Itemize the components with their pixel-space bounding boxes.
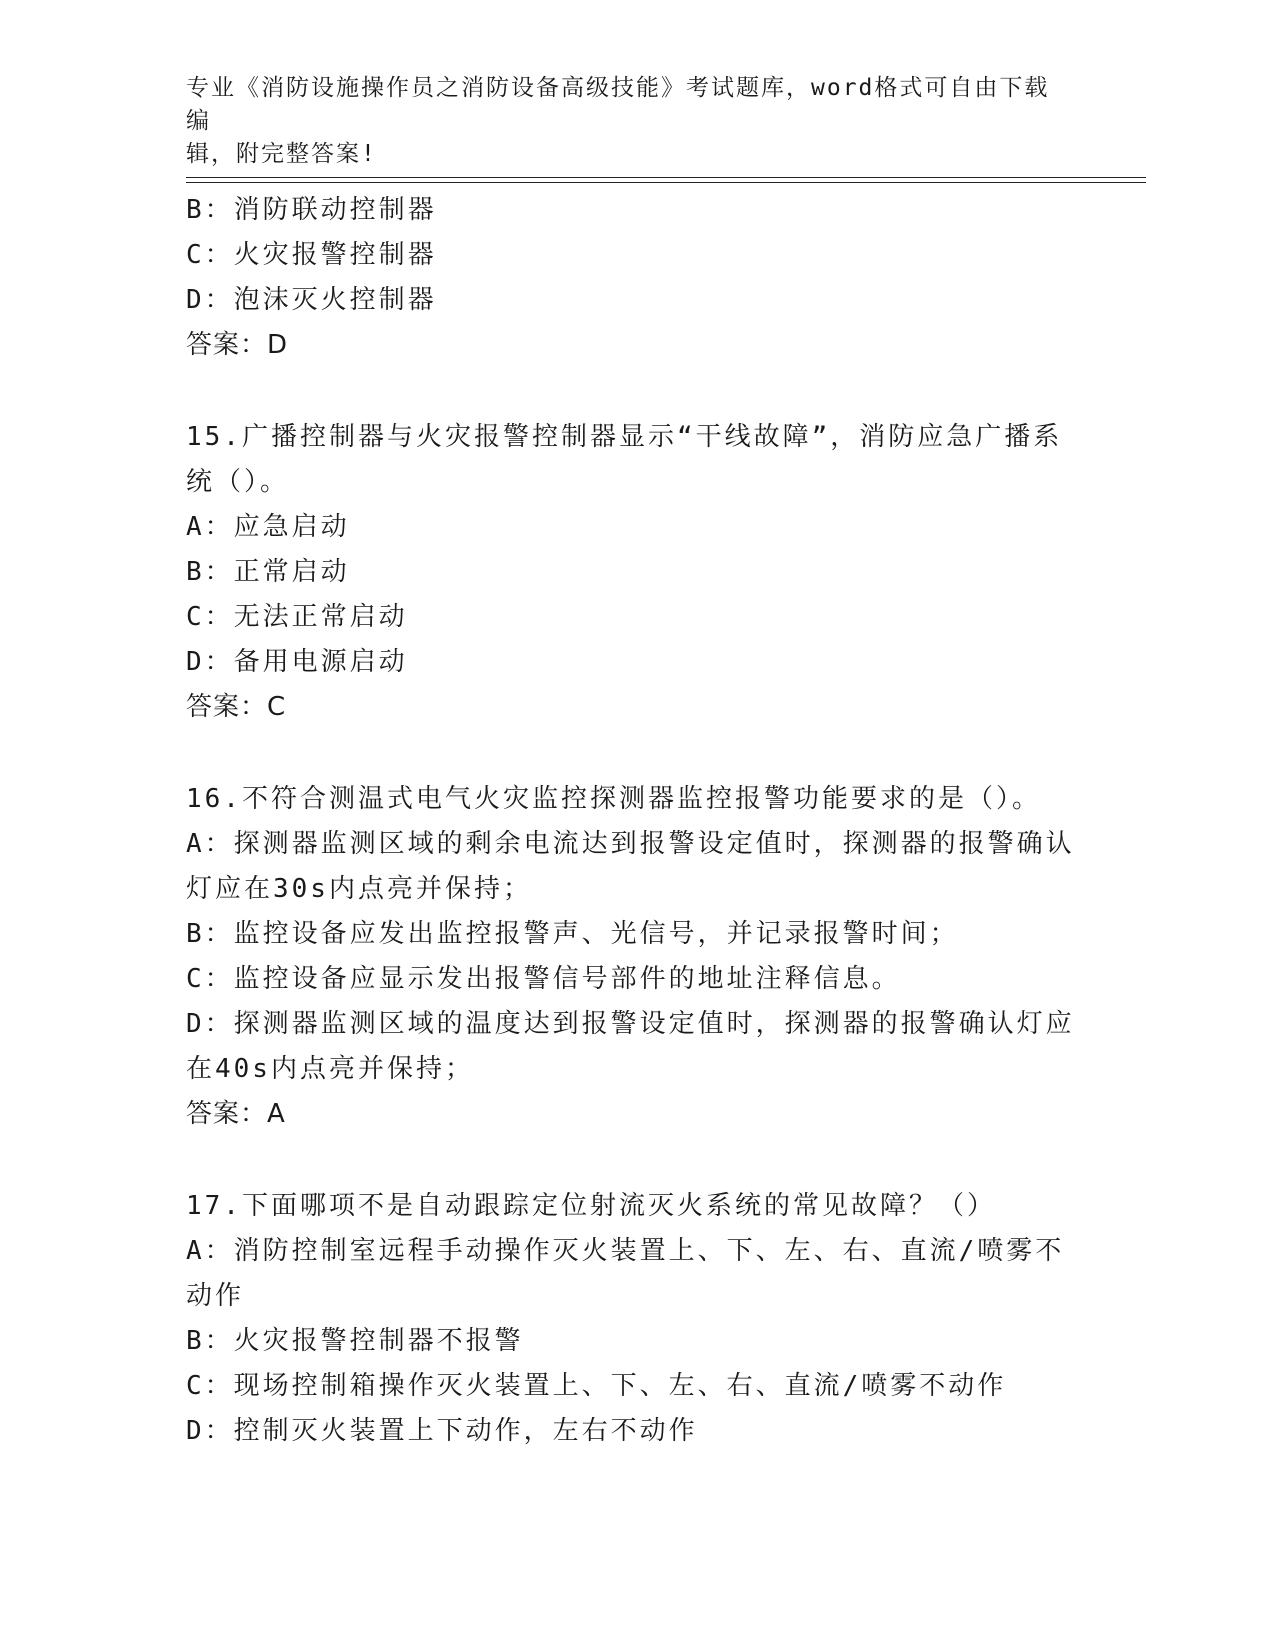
option-d: D：探测器监测区域的温度达到报警设定值时，探测器的报警确认灯应 — [186, 1009, 1075, 1039]
option-d: D：控制灭火装置上下动作，左右不动作 — [186, 1416, 698, 1446]
question-16 — [186, 777, 1076, 1137]
question-stem: 15.广播控制器与火灾报警控制器显示“干线故障”，消防应急广播系 — [186, 422, 1063, 452]
header-divider-bottom — [186, 182, 1146, 183]
question-stem: 16.不符合测温式电气火灾监控探测器监控报警功能要求的是（）。 — [186, 784, 1041, 814]
option-b: B：正常启动 — [186, 557, 350, 587]
question-stem: 17.下面哪项不是自动跟踪定位射流灭火系统的常见故障？（） — [186, 1191, 996, 1221]
header-line-2: 辑，附完整答案! — [186, 141, 377, 167]
option-c: C：火灾报警控制器 — [186, 240, 437, 270]
option-a: A：探测器监测区域的剩余电流达到报警设定值时，探测器的报警确认 — [186, 829, 1075, 859]
option-c: C：无法正常启动 — [186, 602, 408, 632]
header-divider-top — [186, 177, 1146, 178]
option-c: C：现场控制箱操作灭火装置上、下、左、右、直流/喷雾不动作 — [186, 1371, 1007, 1401]
option-b: B：消防联动控制器 — [186, 195, 437, 225]
option-a: A：消防控制室远程手动操作灭火装置上、下、左、右、直流/喷雾不 — [186, 1236, 1065, 1266]
option-d: D：备用电源启动 — [186, 647, 408, 677]
option-a: A：应急启动 — [186, 512, 350, 542]
question-15 — [186, 415, 1076, 730]
question-list — [186, 188, 1076, 1454]
question-17 — [186, 1184, 1076, 1454]
option-d: D：泡沫灭火控制器 — [186, 285, 437, 315]
question-14-continued — [186, 188, 1076, 368]
option-a-cont: 灯应在30s内点亮并保持； — [186, 874, 532, 904]
option-b: B：火灾报警控制器不报警 — [186, 1326, 524, 1356]
answer: 答案：C — [186, 692, 287, 722]
header-line-1: 专业《消防设施操作员之消防设备高级技能》考试题库，word格式可自由下载编 — [186, 75, 1050, 134]
answer: 答案：D — [186, 330, 289, 360]
option-b: B：监控设备应发出监控报警声、光信号，并记录报警时间； — [186, 919, 959, 949]
answer: 答案：A — [186, 1099, 286, 1129]
option-a-cont: 动作 — [186, 1281, 245, 1311]
option-d-cont: 在40s内点亮并保持； — [186, 1054, 474, 1084]
document-header — [186, 72, 1066, 171]
option-c: C：监控设备应显示发出报警信号部件的地址注释信息。 — [186, 964, 901, 994]
question-stem-cont: 统（）。 — [186, 467, 290, 497]
